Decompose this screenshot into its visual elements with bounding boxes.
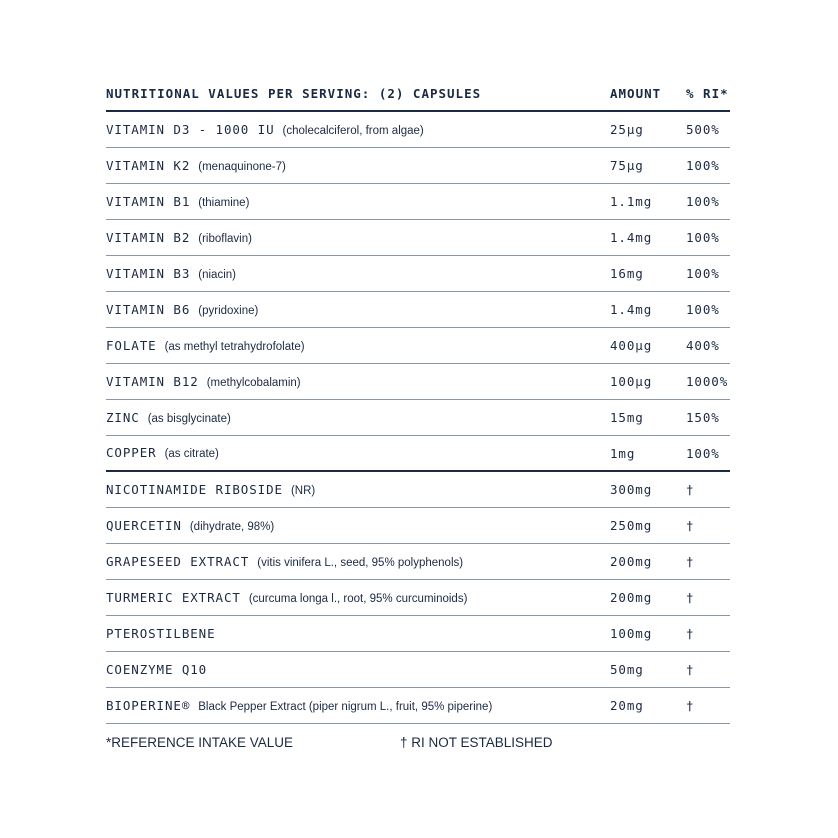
nutrient-amount: 25µg: [610, 122, 644, 137]
table-row: [106, 436, 730, 472]
nutrient-amount: 100µg: [610, 374, 653, 389]
nutrient-amount: 16mg: [610, 266, 644, 281]
nutrient-ri: †: [686, 482, 695, 497]
nutrient-name: VITAMIN B2: [106, 229, 191, 245]
nutrient-ri: 400%: [686, 338, 720, 353]
nutrient-amount: 20mg: [610, 698, 644, 713]
nutrient-amount: 50mg: [610, 662, 644, 677]
table-row: [106, 400, 730, 436]
nutrient-name: NICOTINAMIDE RIBOSIDE: [106, 481, 283, 497]
nutrient-detail: (vitis vinifera L., seed, 95% polyphenols): [257, 556, 464, 569]
nutrient-name: GRAPESEED EXTRACT: [106, 553, 250, 569]
table-row: [106, 508, 730, 544]
nutrient-detail: (niacin): [198, 268, 236, 281]
reference-intake-note: *REFERENCE INTAKE VALUE: [106, 735, 294, 750]
nutrient-amount: 250mg: [610, 518, 653, 533]
nutrient-name: PTEROSTILBENE: [106, 625, 216, 641]
table-row: [106, 472, 730, 508]
nutrient-detail: Black Pepper Extract (piper nigrum L., fruit, 95% piperine): [198, 700, 493, 713]
nutrient-name: QUERCETIN: [106, 517, 182, 533]
ri-column-header: % RI*: [686, 85, 729, 101]
nutrient-name: COPPER: [106, 445, 157, 460]
nutrient-detail: (pyridoxine): [198, 304, 259, 317]
nutrient-detail: (cholecalciferol, from algae): [282, 124, 424, 137]
nutrient-ri: 500%: [686, 122, 720, 137]
table-row: [106, 256, 730, 292]
nutrient-amount: 400µg: [610, 338, 653, 353]
nutrient-amount: 75µg: [610, 158, 644, 173]
nutrient-name: VITAMIN K2: [106, 157, 191, 173]
table-row: [106, 544, 730, 580]
nutrient-ri: †: [686, 698, 695, 713]
nutrient-name: VITAMIN B3: [106, 265, 191, 281]
nutrient-ri: 1000%: [686, 374, 729, 389]
nutrient-amount: 1mg: [610, 445, 636, 461]
table-title: NUTRITIONAL VALUES PER SERVING: (2) CAPSULES: [106, 85, 482, 101]
nutrient-detail: (riboflavin): [198, 232, 252, 245]
table-row: [106, 148, 730, 184]
nutrient-amount: 1.4mg: [610, 302, 653, 317]
table-row: [106, 220, 730, 256]
nutrient-amount: 200mg: [610, 590, 653, 605]
table-row: [106, 112, 730, 148]
nutrient-detail: (dihydrate, 98%): [189, 520, 275, 533]
table-header-row: [106, 76, 730, 112]
ri-not-established-note: † RI NOT ESTABLISHED: [400, 735, 553, 750]
nutrient-detail: (NR): [290, 484, 316, 497]
nutrient-ri: 150%: [686, 410, 720, 425]
nutrient-name: TURMERIC EXTRACT: [106, 589, 241, 605]
nutrient-name: VITAMIN D3 - 1000 IU: [106, 121, 275, 137]
nutrient-amount: 300mg: [610, 482, 653, 497]
nutrient-name: ZINC: [106, 409, 140, 425]
table-row: [106, 328, 730, 364]
nutrition-table: [106, 76, 730, 724]
nutrient-ri: 100%: [686, 445, 720, 461]
nutrient-amount: 100mg: [610, 626, 653, 641]
nutrient-ri: †: [686, 626, 695, 641]
nutrient-name: VITAMIN B1: [106, 193, 191, 209]
nutrient-name: VITAMIN B6: [106, 301, 191, 317]
nutrient-ri: †: [686, 554, 695, 569]
nutrient-ri: †: [686, 518, 695, 533]
nutrient-name: VITAMIN B12: [106, 373, 199, 389]
nutrient-amount: 1.4mg: [610, 230, 653, 245]
table-row: [106, 616, 730, 652]
nutrient-ri: 100%: [686, 158, 720, 173]
nutrient-ri: 100%: [686, 266, 720, 281]
nutrient-detail: (curcuma longa l., root, 95% curcuminoids): [248, 592, 468, 605]
nutrient-ri: 100%: [686, 302, 720, 317]
nutrient-name: FOLATE: [106, 337, 157, 353]
nutrient-ri: 100%: [686, 230, 720, 245]
table-row: [106, 184, 730, 220]
nutrient-ri: †: [686, 662, 695, 677]
nutrient-detail: (as bisglycinate): [147, 412, 231, 425]
nutrient-detail: (menaquinone-7): [198, 160, 286, 173]
nutrient-ri: 100%: [686, 194, 720, 209]
table-row: [106, 580, 730, 616]
table-row: [106, 652, 730, 688]
nutrient-amount: 15mg: [610, 410, 644, 425]
nutrient-detail: (methylcobalamin): [206, 376, 301, 389]
table-footer: [106, 735, 730, 753]
nutrient-name: COENZYME Q10: [106, 661, 208, 677]
nutrient-amount: 200mg: [610, 554, 653, 569]
nutrient-detail: (thiamine): [198, 196, 250, 209]
nutrient-amount: 1.1mg: [610, 194, 653, 209]
nutrient-detail: (as citrate): [164, 448, 219, 460]
table-row: [106, 292, 730, 328]
table-row: [106, 364, 730, 400]
amount-column-header: AMOUNT: [610, 85, 662, 101]
nutrient-ri: †: [686, 590, 695, 605]
nutrient-detail: (as methyl tetrahydrofolate): [164, 340, 305, 353]
table-row: [106, 688, 730, 724]
nutrient-name: BIOPERINE®: [106, 697, 191, 713]
